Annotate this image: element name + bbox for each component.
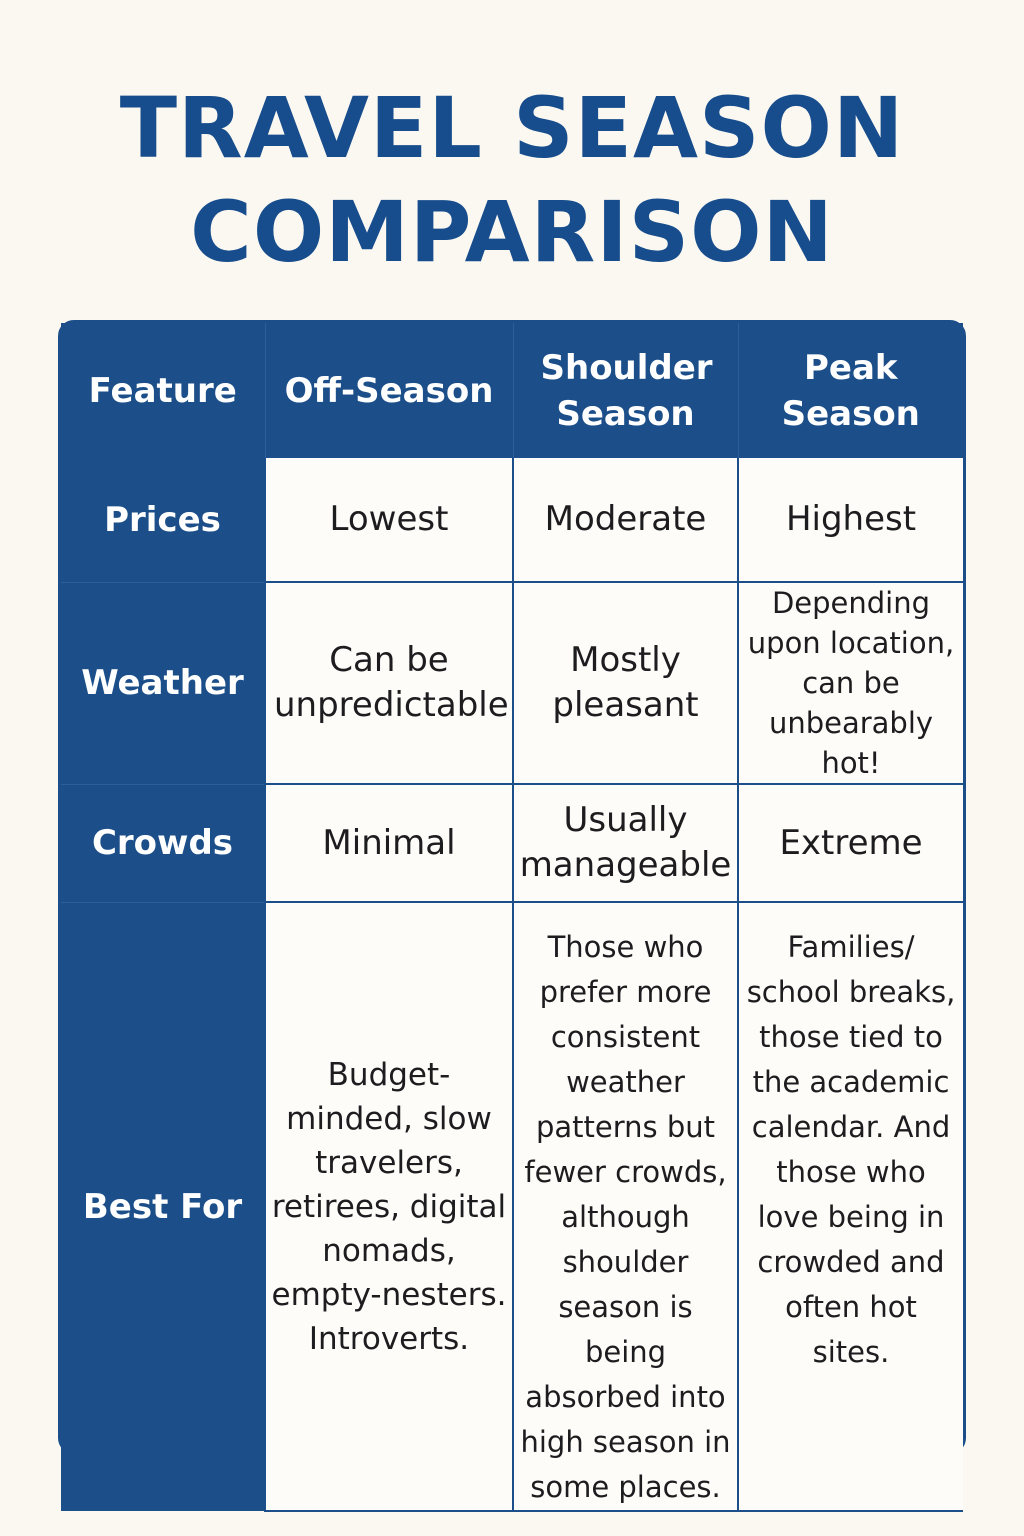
header-feature: Feature (61, 323, 265, 458)
cell-best-for-shoulder-season-text: Those who prefer more consistent weather patterns but fewer crowds, although shoulder season is being absorbed into high season in some places. (520, 930, 731, 1504)
table-row (61, 458, 963, 582)
row-label-prices: Prices (61, 458, 265, 582)
cell-prices-shoulder-season: Moderate (513, 458, 738, 582)
cell-weather-off-season-text: Can be unpredictable (274, 640, 509, 725)
page-title-line-1: TRAVEL SEASON (119, 79, 905, 177)
table-row (61, 582, 963, 784)
header-off-season: Off-Season (265, 323, 513, 458)
header-shoulder-season (513, 323, 738, 458)
row-label-crowds: Crowds (61, 784, 265, 902)
cell-crowds-shoulder-season-text: Usually manageable (519, 800, 732, 885)
cell-prices-peak-season: Highest (738, 458, 963, 582)
cell-crowds-shoulder-season (513, 784, 738, 902)
cell-weather-peak-season-text: Depending upon location, can be unbearably hot! (747, 586, 955, 780)
cell-best-for-off-season-text: Budget-minded, slow travelers, retirees, digital nomads, empty-nesters. Introverts. (271, 1056, 507, 1357)
cell-best-for-peak-season-text: Families/ school breaks, those tied to the academic calendar. And those who love being in crowded and often hot sites. (746, 930, 956, 1369)
header-shoulder-season-label: Shoulder Season (540, 347, 713, 434)
cell-best-for-shoulder-season (513, 902, 738, 1511)
cell-prices-off-season: Lowest (265, 458, 513, 582)
cell-crowds-peak-season: Extreme (738, 784, 963, 902)
cell-weather-off-season (265, 582, 513, 784)
header-peak-season-label: Peak Season (781, 347, 920, 434)
page-title (0, 76, 1024, 284)
table-header-row (61, 323, 963, 458)
cell-crowds-off-season: Minimal (265, 784, 513, 902)
cell-best-for-peak-season (738, 902, 963, 1511)
row-label-weather: Weather (61, 582, 265, 784)
row-label-best-for: Best For (61, 902, 265, 1511)
cell-weather-shoulder-season (513, 582, 738, 784)
comparison-table (61, 323, 963, 1512)
table-row (61, 784, 963, 902)
comparison-table-container (58, 320, 966, 1504)
page-title-line-2: COMPARISON (190, 183, 834, 281)
header-peak-season (738, 323, 963, 458)
cell-best-for-off-season (265, 902, 513, 1511)
cell-weather-shoulder-season-text: Mostly pleasant (552, 640, 699, 725)
cell-weather-peak-season (738, 582, 963, 784)
table-row (61, 902, 963, 1511)
